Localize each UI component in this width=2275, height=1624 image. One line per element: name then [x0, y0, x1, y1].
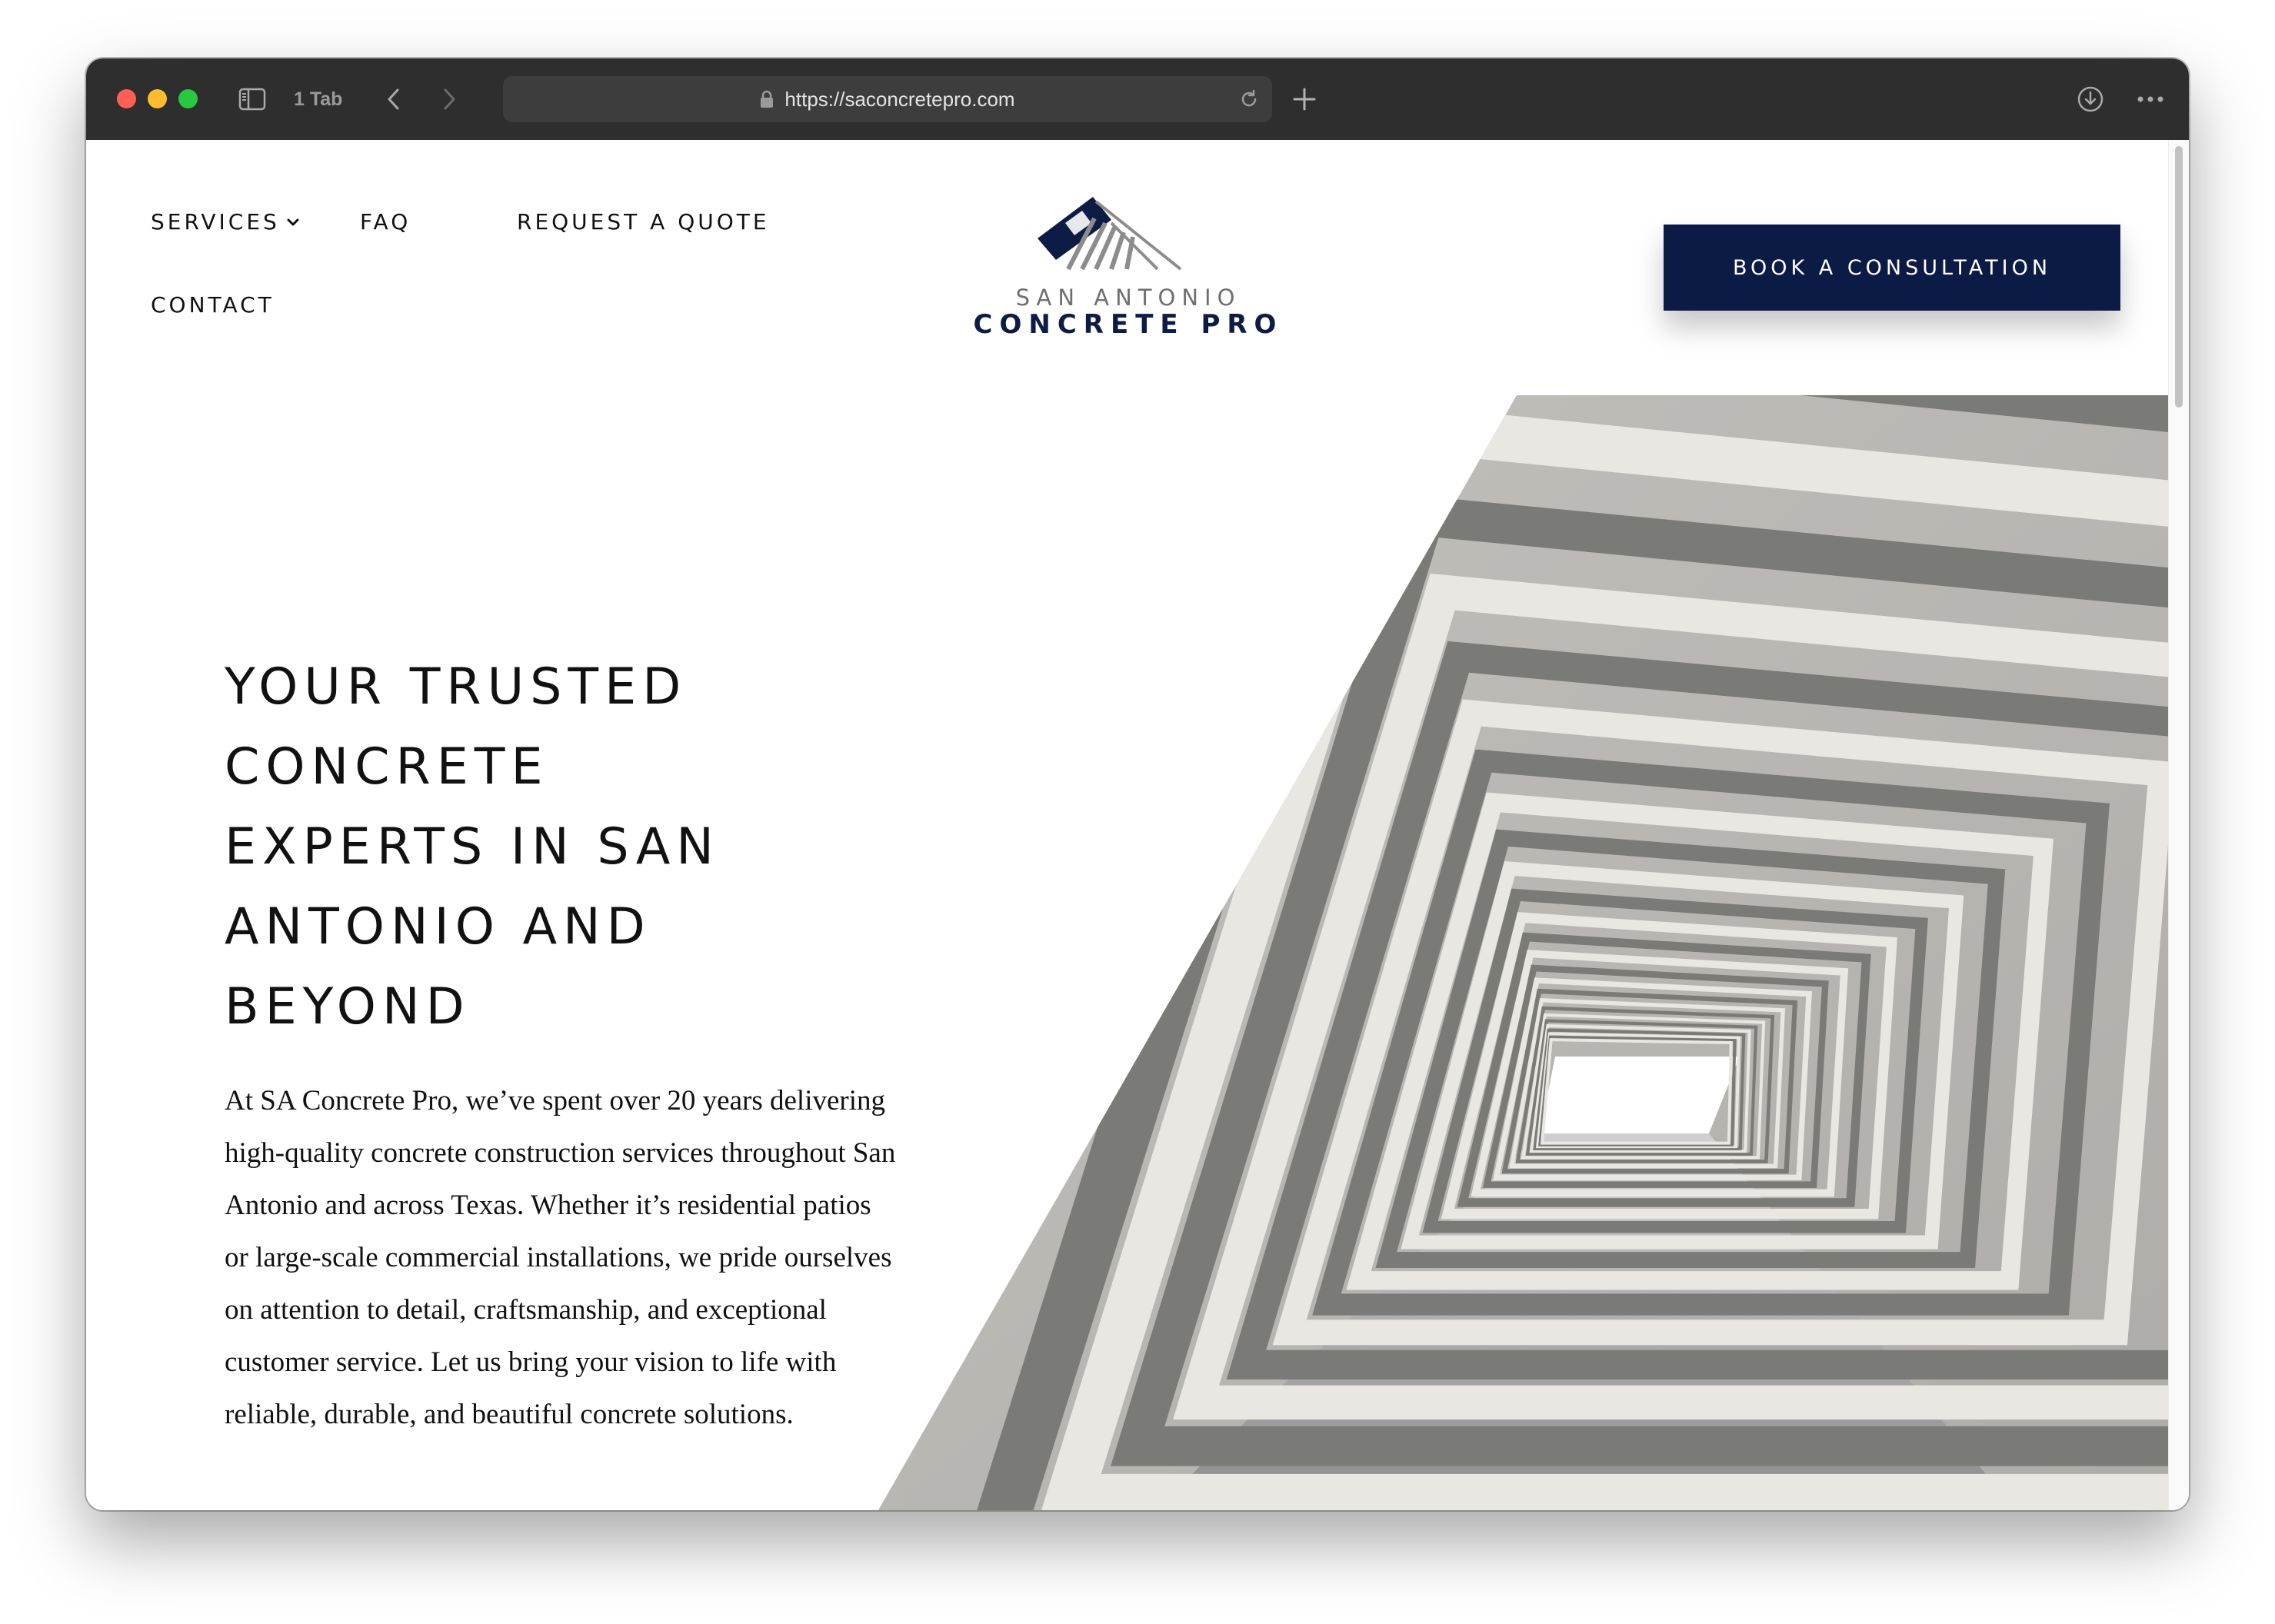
page-scrollbar[interactable]: [2168, 140, 2189, 1510]
headline-line: YOUR TRUSTED: [225, 658, 688, 716]
more-icon[interactable]: [2132, 58, 2169, 140]
headline-line: CONCRETE: [225, 738, 549, 796]
sidebar-icon[interactable]: [237, 58, 268, 140]
book-consultation-button[interactable]: BOOK A CONSULTATION: [1664, 225, 2120, 311]
reload-icon[interactable]: [1234, 76, 1264, 122]
url-text[interactable]: https://saconcretepro.com: [784, 87, 1015, 111]
address-bar[interactable]: [503, 76, 1272, 122]
plus-icon[interactable]: [1286, 58, 1323, 140]
minimize-window-button[interactable]: [148, 89, 167, 108]
nav-services-label: SERVICES: [151, 209, 280, 235]
logo-mark-icon: [1019, 192, 1211, 277]
nav-services[interactable]: [151, 209, 301, 235]
browser-toolbar: [86, 58, 2189, 141]
hero-headline: [225, 647, 855, 1047]
page-viewport: [86, 140, 2189, 1510]
logo-text-top: SAN ANTONIO: [1015, 285, 1241, 311]
chevron-right-icon[interactable]: [434, 58, 465, 140]
tab-count[interactable]: 1 Tab: [294, 88, 343, 110]
close-window-button[interactable]: [117, 89, 136, 108]
chevron-down-icon: [286, 215, 301, 230]
headline-line: ANTONIO AND: [225, 898, 651, 956]
headline-line: BEYOND: [225, 978, 471, 1036]
nav-faq[interactable]: FAQ: [360, 209, 411, 235]
chevron-left-icon[interactable]: [378, 58, 409, 140]
hero-concrete-tunnel-image: [878, 395, 2169, 1510]
zoom-window-button[interactable]: [178, 89, 198, 108]
lock-icon: [760, 90, 775, 108]
nav-request-quote[interactable]: REQUEST A QUOTE: [517, 209, 770, 235]
download-icon[interactable]: [2072, 58, 2109, 140]
browser-window: [86, 58, 2189, 1510]
headline-line: EXPERTS IN SAN: [225, 818, 720, 876]
nav-contact[interactable]: CONTACT: [151, 292, 275, 318]
hero-description: At SA Concrete Pro, we’ve spent over 20 years delivering high-quality concrete construction services throughout San Antonio and across Texas. Whether it’s residential patios or large-scale commercial installations, we pride ourselves on attention to detail, craftsmanship, and exceptional customer service. Let us bring your vision to life with reliable, durable, and beautiful concrete solutions.: [225, 1085, 896, 1430]
logo-text-bottom: CONCRETE PRO: [973, 309, 1284, 340]
site-logo[interactable]: [959, 192, 1297, 346]
scrollbar-thumb[interactable]: [2175, 146, 2183, 408]
